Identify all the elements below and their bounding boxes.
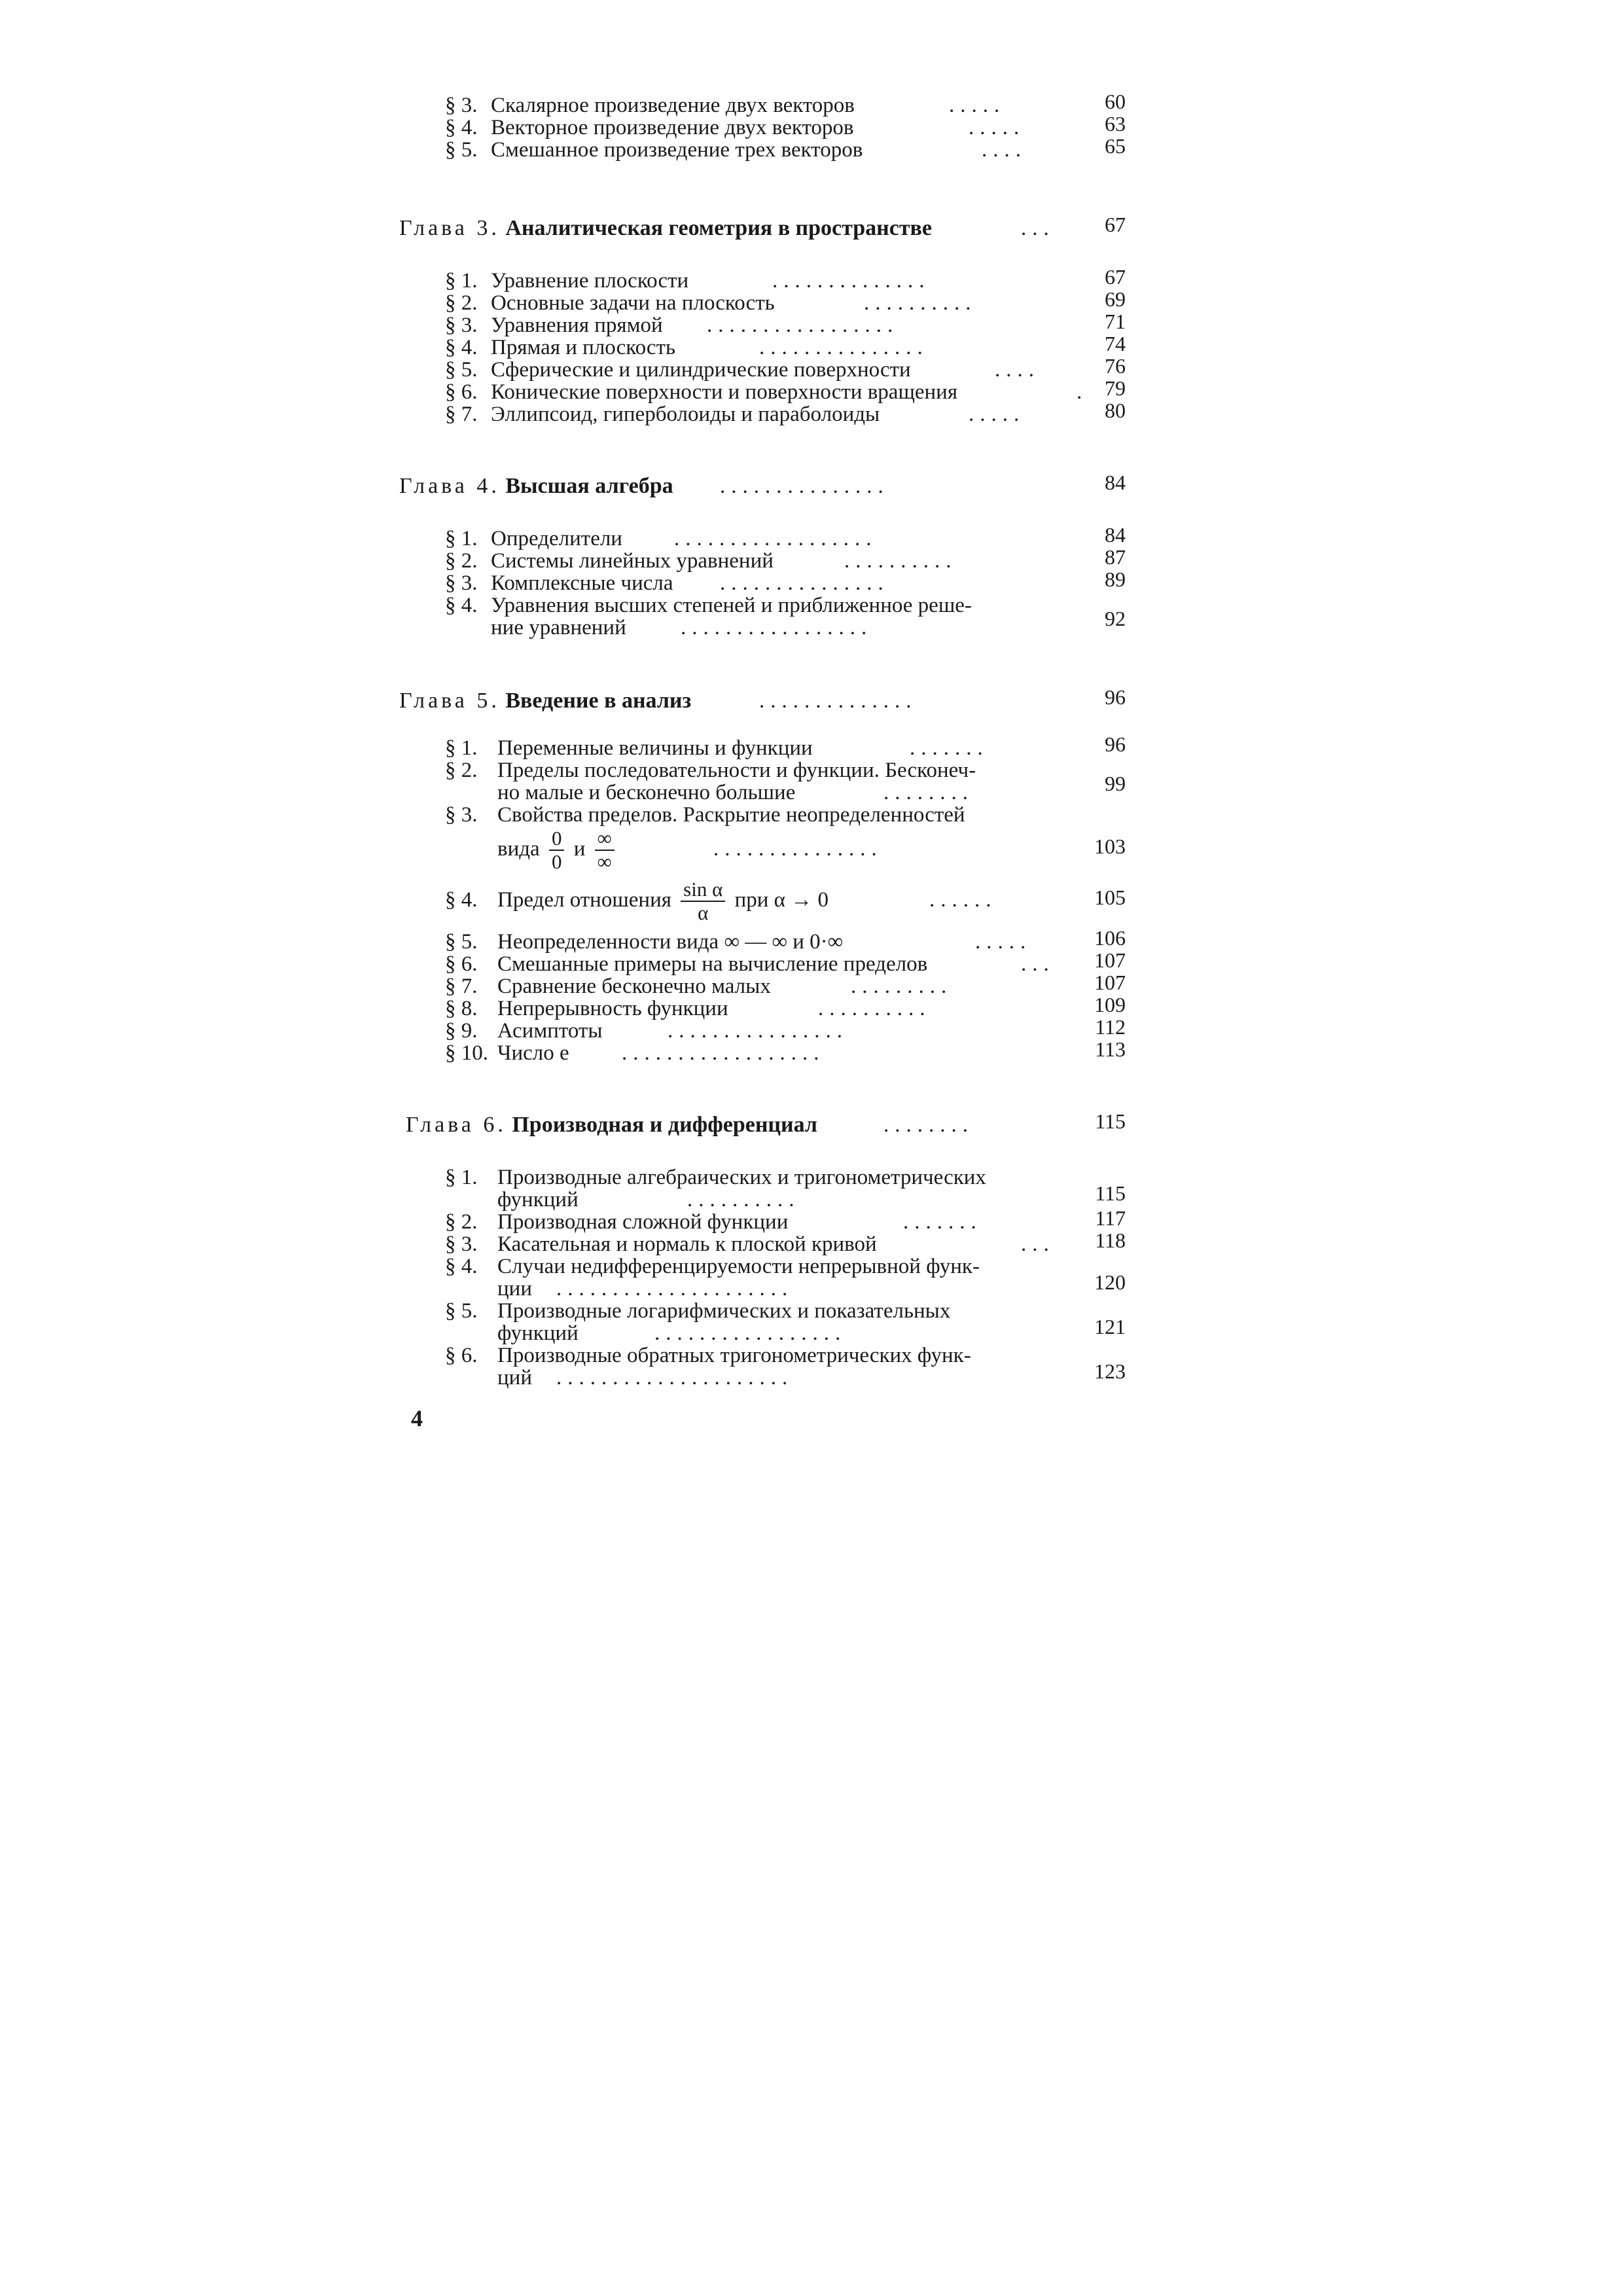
section-title: Комплексные числа <box>491 571 673 595</box>
section-number: § 1. <box>445 736 478 760</box>
section-title: Предел отношения <box>497 888 671 912</box>
section-number: § 2. <box>445 291 478 315</box>
section-number: § 7. <box>445 403 478 426</box>
chapter-heading <box>393 685 1145 715</box>
section-number: § 5. <box>445 930 478 954</box>
section-title: Векторное произведение двух векторов <box>491 116 854 139</box>
section-title: Определители <box>491 527 622 550</box>
section-number: § 3. <box>445 314 478 337</box>
leader-dots: . <box>1077 380 1088 404</box>
leader-dots: .................. <box>674 527 878 550</box>
page-number: 120 <box>1094 1270 1126 1294</box>
page-number: 84 <box>1105 523 1126 547</box>
leader-dots: ..................... <box>556 1366 794 1390</box>
section-title: Уравнения высших степеней и приближенное реше- <box>491 594 972 617</box>
leader-dots: .......... <box>864 291 977 315</box>
page-number: 99 <box>1105 772 1126 795</box>
toc-entry-continuation <box>393 607 1145 641</box>
section-title-continuation: ций <box>497 1366 532 1390</box>
chapter-number: Глава 4. <box>399 474 500 498</box>
page-number: 107 <box>1094 948 1126 972</box>
fraction-denominator: ∞ <box>597 850 612 874</box>
page-number: 117 <box>1095 1206 1126 1230</box>
leader-dots: .......... <box>818 997 931 1020</box>
section-title: Производные обратных тригонометрических функ- <box>497 1344 971 1367</box>
page-number: 89 <box>1105 567 1126 591</box>
section-number: § 1. <box>445 1166 478 1189</box>
chapter-title: Производная и дифференциал <box>512 1113 817 1137</box>
page-number: 67 <box>1105 265 1126 289</box>
section-number: § 1. <box>445 269 478 293</box>
leader-dots: ................ <box>668 1019 848 1043</box>
section-title: Свойства пределов. Раскрытие неопределенностей <box>497 803 965 827</box>
leader-dots: ..... <box>969 403 1026 426</box>
chapter-number: Глава 3. <box>399 216 500 240</box>
section-title-continuation: функций <box>497 1321 579 1345</box>
section-title: Уравнения прямой <box>491 314 663 337</box>
leader-dots: ................. <box>707 314 899 337</box>
page-number: 84 <box>1105 471 1126 494</box>
section-title: Эллипсоид, гиперболоиды и параболоиды <box>491 403 880 426</box>
fraction-denominator: 0 <box>551 850 562 874</box>
page-number: 105 <box>1094 886 1126 909</box>
leader-dots: .............. <box>759 689 918 713</box>
page-number: 79 <box>1105 376 1126 400</box>
page-number: 74 <box>1105 332 1126 355</box>
section-number: § 10. <box>445 1041 488 1065</box>
toc-entry <box>393 134 1145 164</box>
chapter-heading <box>393 471 1145 500</box>
page-number: 118 <box>1095 1229 1126 1252</box>
section-number: § 2. <box>445 1210 478 1234</box>
section-title: Производные логарифмических и показательных <box>497 1299 951 1323</box>
page-folio: 4 <box>411 1405 423 1431</box>
section-number: § 6. <box>445 1344 478 1367</box>
section-number: § 5. <box>445 1299 478 1323</box>
page-number: 113 <box>1095 1037 1126 1061</box>
leader-dots: ....... <box>910 736 989 760</box>
page-number: 96 <box>1105 685 1126 709</box>
section-number: § 3. <box>445 94 478 117</box>
fraction-sin-alpha-over-alpha <box>681 878 725 924</box>
section-title: Смешанное произведение трех векторов <box>491 138 863 162</box>
leader-dots: ..................... <box>556 1277 794 1300</box>
toc-entry-continuation <box>393 1359 1145 1391</box>
section-title-continuation: ции <box>497 1277 532 1300</box>
conjunction: и <box>573 837 586 861</box>
toc-entry <box>393 1037 1145 1067</box>
page-number: 115 <box>1095 1109 1126 1133</box>
section-number: § 2. <box>445 549 478 573</box>
leader-dots: ....... <box>903 1210 982 1234</box>
section-title-continuation: но малые и бесконечно большие <box>497 781 796 804</box>
section-title-continuation: вида <box>497 837 540 861</box>
fraction-numerator: sin α <box>681 878 725 902</box>
chapter-heading <box>393 1109 1145 1139</box>
section-number: § 1. <box>445 527 478 550</box>
leader-dots: .................. <box>622 1041 825 1065</box>
leader-dots: .... <box>982 138 1027 162</box>
fraction-numerator: ∞ <box>595 827 615 851</box>
section-title: Сравнение бесконечно малых <box>497 975 771 998</box>
leader-dots: ... <box>1021 217 1055 240</box>
leader-dots: ................. <box>654 1321 847 1345</box>
section-title: Непрерывность функции <box>497 997 728 1020</box>
toc-entry <box>393 399 1145 428</box>
page-number: 106 <box>1094 926 1126 950</box>
chapter-number: Глава 6. <box>406 1113 507 1137</box>
section-title: Переменные величины и функции <box>497 736 813 760</box>
section-number: § 6. <box>445 380 478 404</box>
section-number: § 4. <box>445 594 478 617</box>
section-title: Случаи недифференцируемости непрерывной функ- <box>497 1255 980 1278</box>
leader-dots: ................. <box>681 616 873 639</box>
section-number: § 5. <box>445 138 478 162</box>
leader-dots: .............. <box>772 269 931 293</box>
leader-dots: .......... <box>844 549 957 573</box>
leader-dots: .... <box>995 358 1040 382</box>
page-number: 71 <box>1105 310 1126 333</box>
section-title: Производная сложной функции <box>497 1210 789 1234</box>
section-title: Неопределенности вида ∞ — ∞ и 0·∞ <box>497 930 844 954</box>
toc-entry <box>393 802 1145 829</box>
chapter-title: Аналитическая геометрия в пространстве <box>505 216 933 240</box>
section-title: Пределы последовательности и функции. Бесконеч- <box>497 759 976 782</box>
leader-dots: ........ <box>883 781 974 804</box>
chapter-title: Введение в анализ <box>505 689 692 713</box>
section-title: Конические поверхности и поверхности вращения <box>491 380 957 404</box>
section-number: § 3. <box>445 571 478 595</box>
leader-dots: ............... <box>720 475 889 498</box>
section-title: Системы линейных уравнений <box>491 549 774 573</box>
fraction-zero-over-zero <box>549 827 565 873</box>
section-number: § 4. <box>445 116 478 139</box>
leader-dots: ... <box>1021 952 1055 976</box>
leader-dots: ............... <box>759 336 929 359</box>
section-number: § 7. <box>445 975 478 998</box>
section-number: § 3. <box>445 803 478 827</box>
section-number: § 4. <box>445 1255 478 1278</box>
page-number: 65 <box>1105 134 1126 158</box>
section-title: Касательная и нормаль к плоской кривой <box>497 1232 877 1256</box>
section-number: § 6. <box>445 952 478 976</box>
fraction-denominator: α <box>698 901 709 925</box>
page-number: 112 <box>1095 1015 1126 1039</box>
section-number: § 8. <box>445 997 478 1020</box>
section-number: § 2. <box>445 759 478 782</box>
page-number: 103 <box>1094 834 1126 858</box>
page-number: 121 <box>1094 1315 1126 1338</box>
chapter-heading <box>393 213 1145 242</box>
section-title-continuation: ние уравнений <box>491 616 626 639</box>
leader-dots: ...... <box>929 888 997 912</box>
section-title: Скалярное произведение двух векторов <box>491 94 855 117</box>
page-number: 115 <box>1095 1181 1126 1205</box>
section-title: Уравнение плоскости <box>491 269 689 293</box>
section-number: § 5. <box>445 358 478 382</box>
toc-entry-continuation <box>393 826 1145 872</box>
section-title: Асимптоты <box>497 1019 603 1043</box>
page-number: 60 <box>1105 90 1126 113</box>
section-title: Число e <box>497 1041 569 1065</box>
section-number: § 3. <box>445 1232 478 1256</box>
leader-dots: .......... <box>687 1188 800 1211</box>
leader-dots: ......... <box>851 975 953 998</box>
section-number: § 4. <box>445 888 478 912</box>
section-number: § 4. <box>445 336 478 359</box>
fraction-numerator: 0 <box>549 827 565 851</box>
section-title: Основные задачи на плоскость <box>491 291 775 315</box>
section-title: Прямая и плоскость <box>491 336 676 359</box>
page-number: 123 <box>1094 1359 1126 1383</box>
page-number: 92 <box>1105 607 1126 630</box>
page-number: 76 <box>1105 354 1126 378</box>
page-number: 109 <box>1094 993 1126 1016</box>
page-number: 69 <box>1105 287 1126 311</box>
section-title-suffix: при α → 0 <box>734 888 829 912</box>
section-title-continuation: функций <box>497 1188 579 1211</box>
leader-dots: ............... <box>720 571 889 595</box>
page-number: 87 <box>1105 545 1126 569</box>
page-number: 107 <box>1094 971 1126 994</box>
section-title: Сферические и цилиндрические поверхности <box>491 358 911 382</box>
chapter-number: Глава 5. <box>399 689 500 713</box>
page-number: 96 <box>1105 732 1126 756</box>
section-title: Производные алгебраических и тригонометрических <box>497 1166 986 1189</box>
leader-dots: ............... <box>713 837 883 861</box>
chapter-title: Высшая алгебра <box>505 474 673 498</box>
toc-entry <box>393 877 1145 923</box>
page-number: 63 <box>1105 112 1126 135</box>
page-number: 67 <box>1105 213 1126 236</box>
page-number: 80 <box>1105 399 1126 422</box>
fraction-infinity-over-infinity <box>595 827 615 873</box>
leader-dots: ..... <box>969 116 1026 139</box>
section-title: Смешанные примеры на вычисление пределов <box>497 952 928 976</box>
leader-dots: ..... <box>949 94 1006 117</box>
leader-dots: ... <box>1021 1232 1055 1256</box>
section-number: § 9. <box>445 1019 478 1043</box>
leader-dots: ..... <box>975 930 1032 954</box>
leader-dots: ........ <box>883 1113 974 1137</box>
